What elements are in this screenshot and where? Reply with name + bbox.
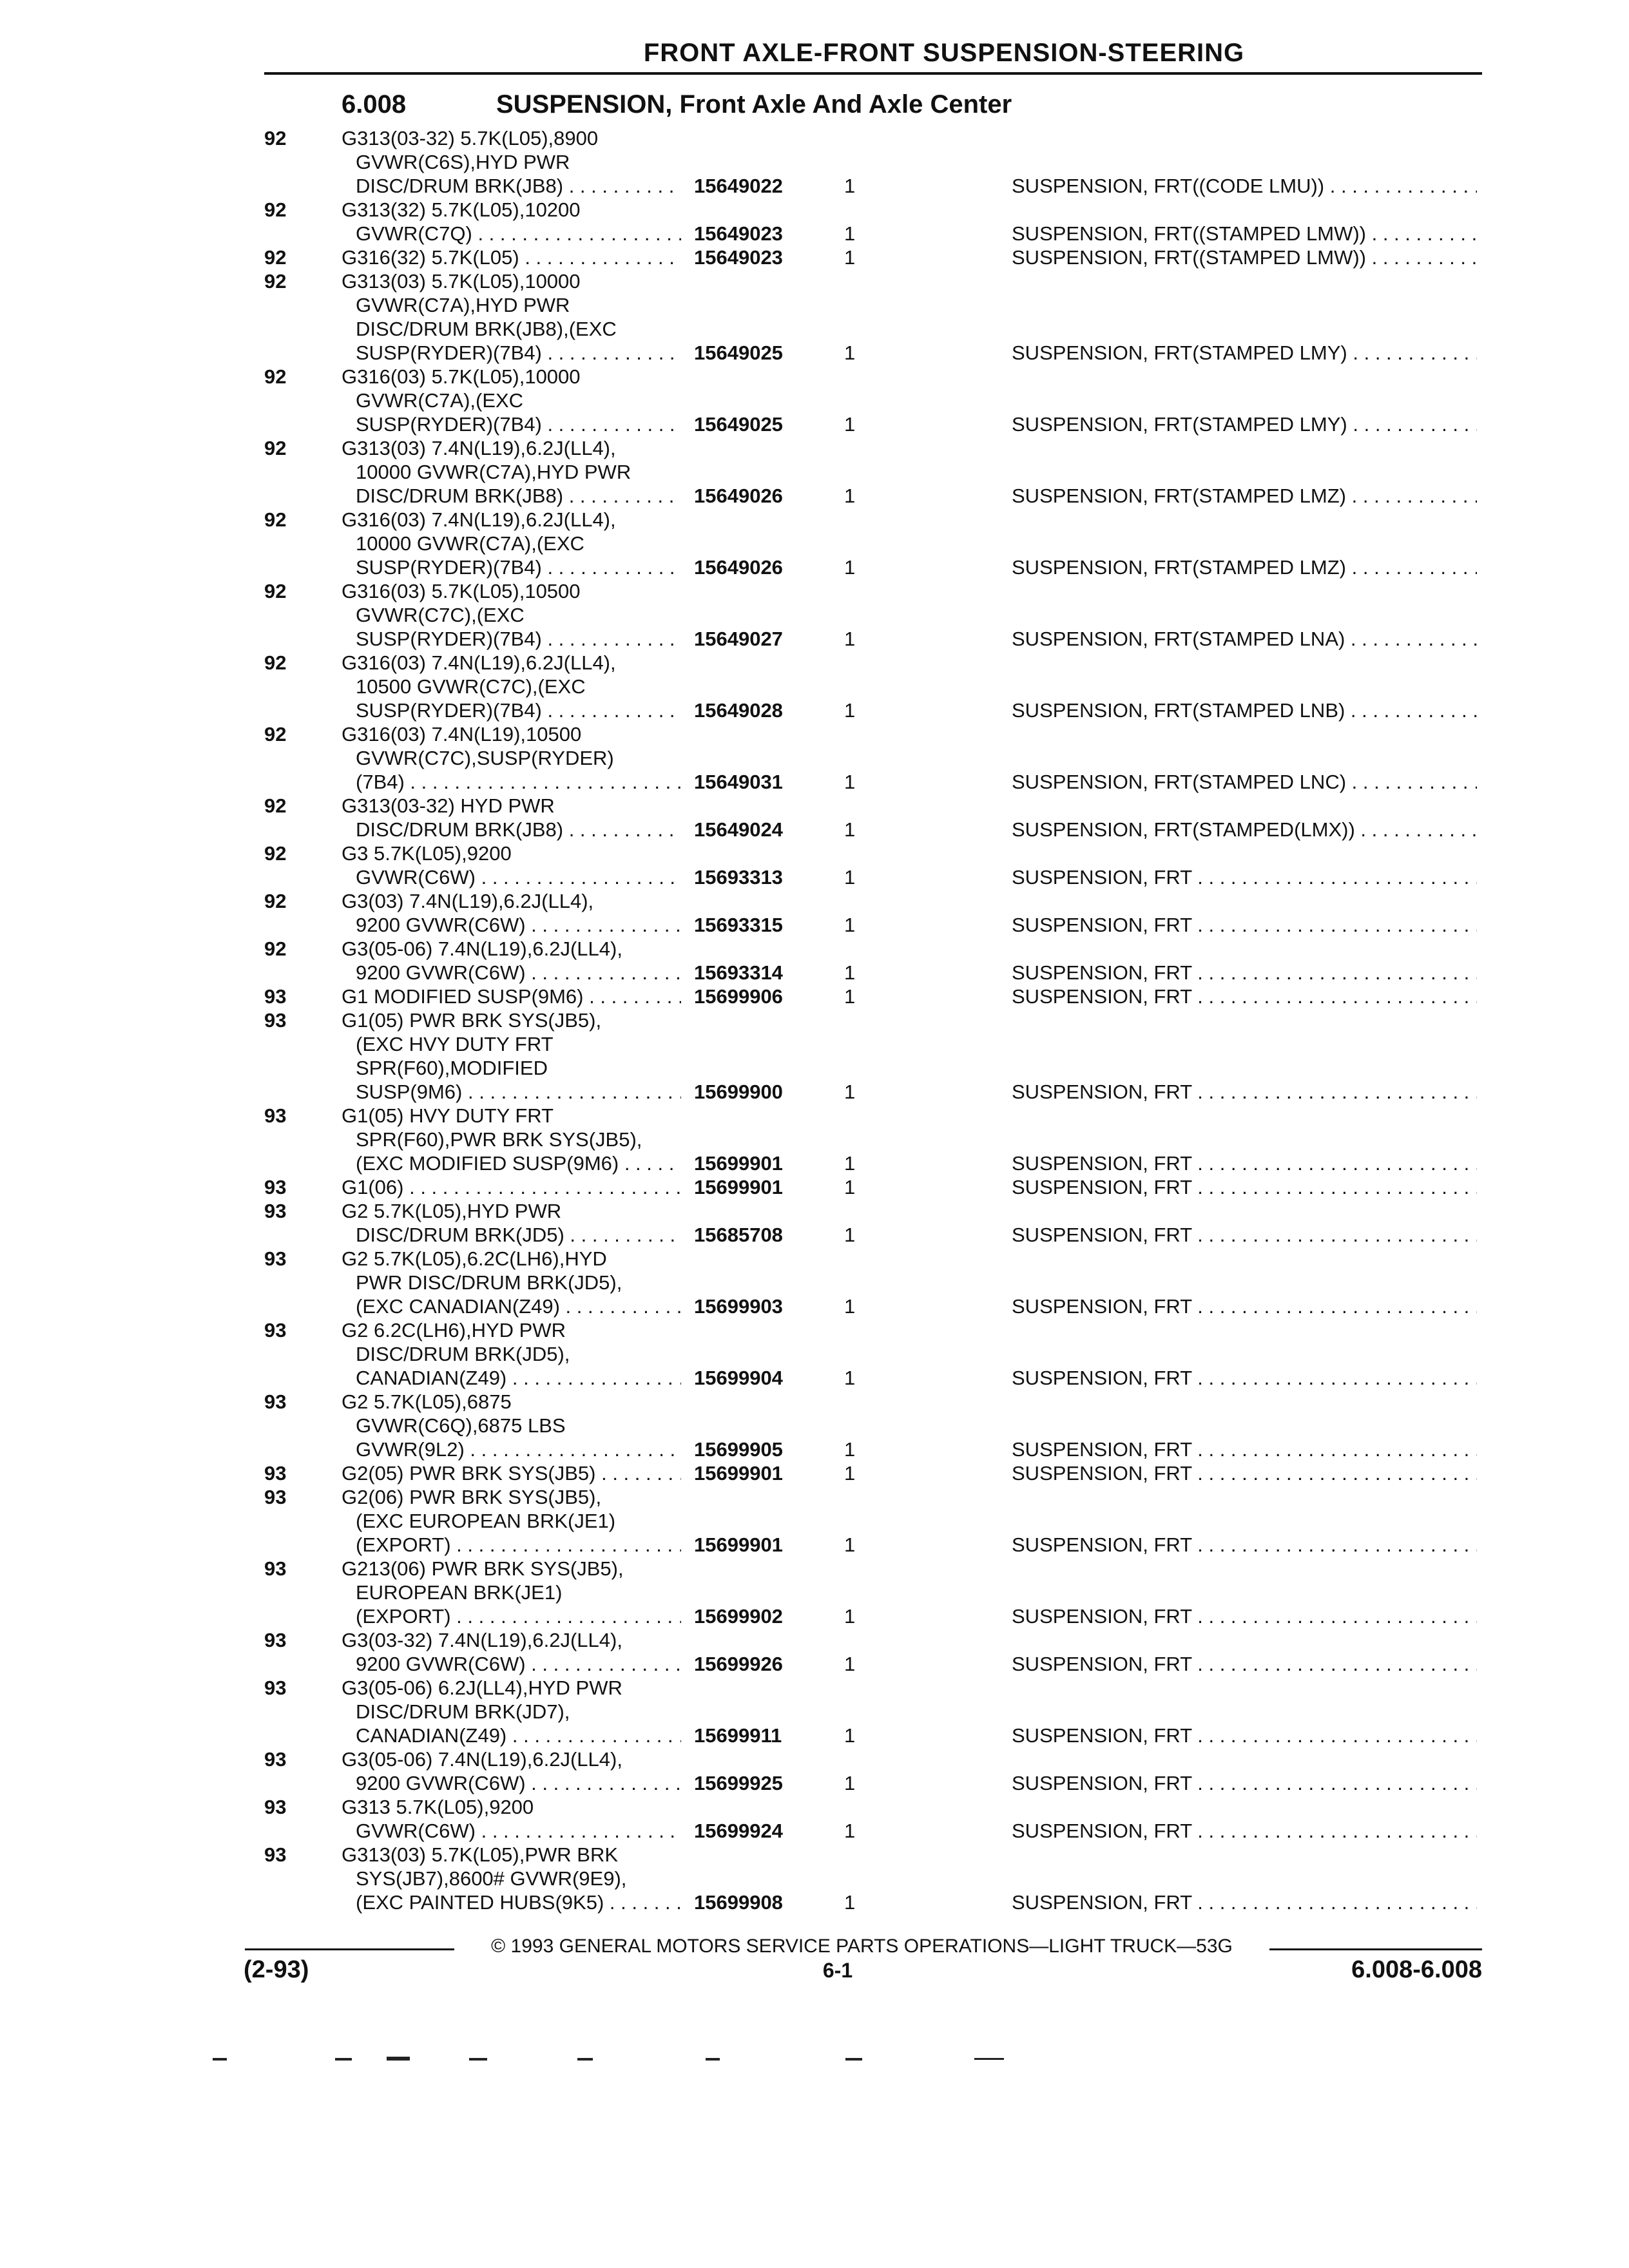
usage-description: (EXC PAINTED HUBS(9K5) . . .: [356, 1890, 681, 1914]
illustration-number: 93: [264, 1200, 287, 1222]
usage-description: SUSP(RYDER)(7B4) . . .: [356, 412, 681, 436]
part-description: SUSPENSION, FRT(STAMPED LNA) . . .: [1012, 627, 1477, 651]
usage-description: GVWR(C6S),HYD PWR: [356, 151, 570, 173]
usage-description: G316(03) 7.4N(L19),6.2J(LL4),: [342, 651, 616, 674]
usage-description: DISC/DRUM BRK(JB8),(EXC: [356, 318, 617, 340]
table-row: [0, 937, 1629, 961]
illustration-number: 92: [264, 437, 287, 459]
table-row: [0, 365, 1629, 389]
footer-rule-right: [1269, 1948, 1482, 1950]
part-description: SUSPENSION, FRT . . .: [1012, 1461, 1477, 1485]
section-heading: [342, 90, 1012, 119]
part-description: SUSPENSION, FRT . . .: [1012, 1652, 1477, 1676]
illustration-number: 93: [264, 1796, 287, 1818]
quantity: 1: [844, 1820, 856, 1842]
usage-description: G213(06) PWR BRK SYS(JB5),: [342, 1557, 624, 1580]
usage-description: GVWR(C6Q),6875 LBS: [356, 1414, 566, 1437]
part-number: 15699908: [694, 1891, 783, 1914]
part-number: 15699904: [694, 1367, 783, 1389]
usage-description: GVWR(C6W) . . .: [356, 1819, 681, 1843]
usage-description: 9200 GVWR(C6W) . . .: [356, 1771, 681, 1795]
usage-description: 9200 GVWR(C6W) . . .: [356, 961, 681, 985]
usage-description: DISC/DRUM BRK(JB8) . . .: [356, 484, 681, 508]
part-description: SUSPENSION, FRT . . .: [1012, 1223, 1477, 1247]
illustration-number: 93: [264, 985, 287, 1008]
usage-description: (EXPORT) . . .: [356, 1604, 681, 1628]
part-number: 15693313: [694, 866, 783, 889]
usage-description: G3(03-32) 7.4N(L19),6.2J(LL4),: [342, 1629, 622, 1651]
table-row: [0, 1080, 1629, 1104]
table-row: [0, 1700, 1629, 1724]
illustration-number: 93: [264, 1104, 287, 1127]
part-number: 15699902: [694, 1605, 783, 1628]
table-row: [0, 1128, 1629, 1151]
table-row: [0, 1366, 1629, 1390]
part-description: SUSPENSION, FRT . . .: [1012, 1604, 1477, 1628]
usage-description: 10500 GVWR(C7C),(EXC: [356, 675, 586, 698]
scan-mark: [469, 2058, 487, 2061]
quantity: 1: [844, 175, 856, 197]
table-row: [0, 1414, 1629, 1437]
table-row: [0, 579, 1629, 603]
quantity: 1: [844, 771, 856, 793]
table-row: [0, 1056, 1629, 1080]
quantity: 1: [844, 485, 856, 507]
table-row: [0, 222, 1629, 245]
table-row: [0, 293, 1629, 317]
part-number: 15699901: [694, 1462, 783, 1485]
table-row: [0, 841, 1629, 865]
quantity: 1: [844, 1724, 856, 1747]
illustration-number: 92: [264, 365, 287, 388]
part-description: SUSPENSION, FRT . . .: [1012, 1175, 1477, 1199]
part-description: SUSPENSION, FRT(STAMPED LMZ) . . .: [1012, 555, 1477, 579]
part-description: SUSPENSION, FRT(STAMPED LMY) . . .: [1012, 341, 1477, 365]
illustration-number: 92: [264, 246, 287, 269]
quantity: 1: [844, 341, 856, 364]
usage-description: (7B4) . . .: [356, 770, 681, 794]
illustration-number: 93: [264, 1319, 287, 1341]
table-row: [0, 1151, 1629, 1175]
illustration-number: 93: [264, 1629, 287, 1651]
scan-mark: [387, 2057, 410, 2061]
part-description: SUSPENSION, FRT(STAMPED LNB) . . .: [1012, 698, 1477, 722]
table-row: [0, 1271, 1629, 1294]
usage-description: SUSP(9M6) . . .: [356, 1080, 681, 1104]
usage-description: G2 5.7K(L05),HYD PWR: [342, 1200, 562, 1222]
illustration-number: 93: [264, 1557, 287, 1580]
quantity: 1: [844, 413, 856, 436]
quantity: 1: [844, 1152, 856, 1175]
part-number: 15685708: [694, 1224, 783, 1246]
usage-description: G313(03-32) 5.7K(L05),8900: [342, 127, 599, 149]
part-description: SUSPENSION, FRT . . .: [1012, 865, 1477, 889]
table-row: [0, 1533, 1629, 1557]
usage-description: G316(32) 5.7K(L05) . . .: [342, 245, 681, 269]
table-row: [0, 198, 1629, 222]
illustration-number: 93: [264, 1390, 287, 1413]
table-row: [0, 1461, 1629, 1485]
scan-mark: [213, 2058, 227, 2061]
usage-description: GVWR(9L2) . . .: [356, 1437, 681, 1461]
illustration-number: 93: [264, 1677, 287, 1699]
part-description: SUSPENSION, FRT . . .: [1012, 1437, 1477, 1461]
illustration-number: 93: [264, 1843, 287, 1866]
scan-mark: [577, 2058, 593, 2061]
footer-page-number: 6-1: [822, 1959, 853, 1982]
table-row: [0, 245, 1629, 269]
usage-description: G3 5.7K(L05),9200: [342, 842, 512, 865]
quantity: 1: [844, 914, 856, 936]
usage-description: G313 5.7K(L05),9200: [342, 1796, 534, 1818]
quantity: 1: [844, 222, 856, 245]
page-title: FRONT AXLE-FRONT SUSPENSION-STEERING: [643, 39, 1245, 67]
usage-description: EUROPEAN BRK(JE1): [356, 1581, 563, 1604]
table-row: [0, 794, 1629, 818]
quantity: 1: [844, 1462, 856, 1485]
table-row: [0, 1795, 1629, 1819]
quantity: 1: [844, 246, 856, 269]
table-row: [0, 913, 1629, 937]
illustration-number: 92: [264, 723, 287, 745]
illustration-number: 92: [264, 651, 287, 674]
part-number: 15649022: [694, 175, 783, 197]
part-number: 15649026: [694, 556, 783, 579]
table-row: [0, 1104, 1629, 1128]
table-row: [0, 1342, 1629, 1366]
illustration-number: 92: [264, 198, 287, 221]
table-row: [0, 436, 1629, 460]
quantity: 1: [844, 866, 856, 889]
table-row: [0, 555, 1629, 579]
section-number: 6.008: [342, 90, 407, 119]
usage-description: G3(05-06) 6.2J(LL4),HYD PWR: [342, 1677, 622, 1699]
table-row: [0, 603, 1629, 627]
table-row: [0, 150, 1629, 174]
table-row: [0, 865, 1629, 889]
usage-description: G316(03) 7.4N(L19),10500: [342, 723, 582, 745]
illustration-number: 92: [264, 270, 287, 293]
table-row: [0, 317, 1629, 341]
table-row: [0, 1294, 1629, 1318]
table-row: [0, 484, 1629, 508]
usage-description: G3(05-06) 7.4N(L19),6.2J(LL4),: [342, 1748, 622, 1771]
table-row: [0, 1223, 1629, 1247]
usage-description: CANADIAN(Z49) . . .: [356, 1366, 681, 1390]
table-row: [0, 1628, 1629, 1652]
usage-description: G316(03) 5.7K(L05),10500: [342, 580, 581, 602]
part-description: SUSPENSION, FRT(STAMPED LNC) . . .: [1012, 770, 1477, 794]
usage-description: G2 6.2C(LH6),HYD PWR: [342, 1319, 566, 1341]
part-number: 15699901: [694, 1152, 783, 1175]
quantity: 1: [844, 1891, 856, 1914]
usage-description: G2(05) PWR BRK SYS(JB5) . . .: [342, 1461, 681, 1485]
table-row: [0, 985, 1629, 1008]
part-number: 15699924: [694, 1820, 783, 1842]
usage-description: G2 5.7K(L05),6875: [342, 1390, 512, 1413]
table-row: [0, 508, 1629, 532]
footer-copyright: © 1993 GENERAL MOTORS SERVICE PARTS OPERATIONS—LIGHT TRUCK—53G: [491, 1936, 1233, 1957]
usage-description: G1 MODIFIED SUSP(9M6) . . .: [342, 985, 681, 1008]
usage-description: SPR(F60),MODIFIED: [356, 1057, 548, 1079]
table-row: [0, 627, 1629, 651]
quantity: 1: [844, 985, 856, 1008]
part-description: SUSPENSION, FRT(STAMPED LMZ) . . .: [1012, 484, 1477, 508]
quantity: 1: [844, 628, 856, 650]
part-number: 15693314: [694, 961, 783, 984]
title-rule: [264, 72, 1482, 75]
table-row: [0, 412, 1629, 436]
part-description: SUSPENSION, FRT . . .: [1012, 1533, 1477, 1557]
part-number: 15649024: [694, 818, 783, 841]
part-number: 15649025: [694, 341, 783, 364]
illustration-number: 92: [264, 890, 287, 912]
table-row: [0, 722, 1629, 746]
usage-description: G1(05) PWR BRK SYS(JB5),: [342, 1009, 602, 1032]
part-description: SUSPENSION, FRT((CODE LMU)) . . .: [1012, 174, 1477, 198]
table-row: [0, 1175, 1629, 1199]
table-row: [0, 675, 1629, 698]
table-row: [0, 1724, 1629, 1747]
usage-description: (EXC HVY DUTY FRT: [356, 1033, 554, 1055]
usage-description: DISC/DRUM BRK(JB8) . . .: [356, 818, 681, 841]
usage-description: DISC/DRUM BRK(JD7),: [356, 1700, 570, 1723]
table-row: [0, 341, 1629, 365]
part-description: SUSPENSION, FRT . . .: [1012, 1890, 1477, 1914]
usage-description: SUSP(RYDER)(7B4) . . .: [356, 555, 681, 579]
quantity: 1: [844, 1224, 856, 1246]
table-row: [0, 1581, 1629, 1604]
usage-description: SUSP(RYDER)(7B4) . . .: [356, 341, 681, 365]
usage-description: G1(06) . . .: [342, 1175, 681, 1199]
part-number: 15699901: [694, 1176, 783, 1198]
usage-description: SYS(JB7),8600# GVWR(9E9),: [356, 1867, 627, 1890]
part-number: 15699900: [694, 1081, 783, 1103]
scan-mark: [335, 2058, 352, 2061]
usage-description: 10000 GVWR(C7A),(EXC: [356, 532, 584, 555]
table-row: [0, 818, 1629, 841]
usage-description: G316(03) 5.7K(L05),10000: [342, 365, 581, 388]
part-description: SUSPENSION, FRT(STAMPED(LMX)) . . .: [1012, 818, 1477, 841]
part-description: SUSPENSION, FRT . . .: [1012, 913, 1477, 937]
table-row: [0, 460, 1629, 484]
table-row: [0, 126, 1629, 150]
usage-description: DISC/DRUM BRK(JD5),: [356, 1343, 570, 1365]
table-row: [0, 532, 1629, 555]
table-row: [0, 1652, 1629, 1676]
usage-description: (EXC CANADIAN(Z49) . . .: [356, 1294, 681, 1318]
part-description: SUSPENSION, FRT . . .: [1012, 1819, 1477, 1843]
part-number: 15699906: [694, 985, 783, 1008]
table-row: [0, 1199, 1629, 1223]
scan-mark: [706, 2058, 720, 2061]
illustration-number: 93: [264, 1748, 287, 1771]
part-number: 15693315: [694, 914, 783, 936]
part-description: SUSPENSION, FRT . . .: [1012, 1724, 1477, 1747]
part-description: SUSPENSION, FRT(STAMPED LMY) . . .: [1012, 412, 1477, 436]
usage-description: G313(03) 5.7K(L05),10000: [342, 270, 581, 293]
footer-rule-left: [245, 1948, 454, 1950]
part-description: SUSPENSION, FRT . . .: [1012, 985, 1477, 1008]
usage-description: G313(03) 5.7K(L05),PWR BRK: [342, 1843, 619, 1866]
part-description: SUSPENSION, FRT . . .: [1012, 1366, 1477, 1390]
illustration-number: 93: [264, 1247, 287, 1270]
quantity: 1: [844, 1772, 856, 1794]
usage-description: G2(06) PWR BRK SYS(JB5),: [342, 1486, 602, 1508]
part-description: SUSPENSION, FRT((STAMPED LMW)) . . .: [1012, 245, 1477, 269]
part-number: 15699911: [694, 1724, 782, 1747]
usage-description: G316(03) 7.4N(L19),6.2J(LL4),: [342, 508, 616, 531]
quantity: 1: [844, 1081, 856, 1103]
quantity: 1: [844, 699, 856, 722]
usage-description: G313(03-32) HYD PWR: [342, 794, 555, 817]
illustration-number: 93: [264, 1486, 287, 1508]
quantity: 1: [844, 1367, 856, 1389]
scan-mark: [845, 2058, 862, 2061]
table-row: [0, 1437, 1629, 1461]
illustration-number: 92: [264, 937, 287, 960]
table-row: [0, 770, 1629, 794]
usage-description: GVWR(C6W) . . .: [356, 865, 681, 889]
table-row: [0, 1604, 1629, 1628]
part-description: SUSPENSION, FRT . . .: [1012, 1080, 1477, 1104]
table-row: [0, 1747, 1629, 1771]
part-number: 15699905: [694, 1438, 783, 1461]
part-number: 15699926: [694, 1653, 783, 1675]
parts-list: [0, 126, 1629, 1914]
usage-description: SUSP(RYDER)(7B4) . . .: [356, 627, 681, 651]
quantity: 1: [844, 1533, 856, 1556]
usage-description: GVWR(C7A),HYD PWR: [356, 294, 570, 316]
usage-description: 9200 GVWR(C6W) . . .: [356, 913, 681, 937]
usage-description: SUSP(RYDER)(7B4) . . .: [356, 698, 681, 722]
illustration-number: 92: [264, 508, 287, 531]
table-row: [0, 1843, 1629, 1867]
table-row: [0, 1509, 1629, 1533]
part-number: 15699903: [694, 1295, 783, 1318]
part-number: 15699901: [694, 1533, 783, 1556]
table-row: [0, 1008, 1629, 1032]
table-row: [0, 1867, 1629, 1890]
part-number: 15649031: [694, 771, 783, 793]
usage-description: (EXC EUROPEAN BRK(JE1): [356, 1510, 616, 1532]
table-row: [0, 1819, 1629, 1843]
table-row: [0, 698, 1629, 722]
illustration-number: 92: [264, 842, 287, 865]
usage-description: SPR(F60),PWR BRK SYS(JB5),: [356, 1128, 642, 1151]
illustration-number: 93: [264, 1009, 287, 1032]
illustration-number: 92: [264, 580, 287, 602]
part-number: 15649025: [694, 413, 783, 436]
usage-description: G2 5.7K(L05),6.2C(LH6),HYD: [342, 1247, 607, 1270]
illustration-number: 93: [264, 1462, 287, 1485]
usage-description: GVWR(C7A),(EXC: [356, 389, 524, 412]
part-description: SUSPENSION, FRT((STAMPED LMW)) . . .: [1012, 222, 1477, 245]
part-number: 15649023: [694, 222, 783, 245]
quantity: 1: [844, 818, 856, 841]
part-number: 15699925: [694, 1772, 783, 1794]
usage-description: G313(32) 5.7K(L05),10200: [342, 198, 581, 221]
part-number: 15649028: [694, 699, 783, 722]
quantity: 1: [844, 961, 856, 984]
part-description: SUSPENSION, FRT . . .: [1012, 1771, 1477, 1795]
part-number: 15649026: [694, 485, 783, 507]
table-row: [0, 961, 1629, 985]
table-row: [0, 651, 1629, 675]
table-row: [0, 269, 1629, 293]
usage-description: GVWR(C7C),(EXC: [356, 604, 525, 626]
illustration-number: 92: [264, 127, 287, 149]
table-row: [0, 1557, 1629, 1581]
footer-date-code: (2-93): [244, 1956, 309, 1983]
table-row: [0, 1390, 1629, 1414]
table-row: [0, 1771, 1629, 1795]
usage-description: G313(03) 7.4N(L19),6.2J(LL4),: [342, 437, 616, 459]
usage-description: G1(05) HVY DUTY FRT: [342, 1104, 554, 1127]
table-row: [0, 1247, 1629, 1271]
table-row: [0, 889, 1629, 913]
scan-mark: [974, 2058, 1004, 2060]
usage-description: (EXPORT) . . .: [356, 1533, 681, 1557]
usage-description: G3(05-06) 7.4N(L19),6.2J(LL4),: [342, 937, 622, 960]
usage-description: 10000 GVWR(C7A),HYD PWR: [356, 461, 631, 483]
usage-description: GVWR(C7C),SUSP(RYDER): [356, 747, 614, 769]
table-row: [0, 1318, 1629, 1342]
quantity: 1: [844, 1295, 856, 1318]
part-description: SUSPENSION, FRT . . .: [1012, 1294, 1477, 1318]
section-title: SUSPENSION, Front Axle And Axle Center: [496, 90, 1012, 119]
table-row: [0, 389, 1629, 412]
illustration-number: 92: [264, 794, 287, 817]
table-row: [0, 1485, 1629, 1509]
quantity: 1: [844, 1605, 856, 1628]
table-row: [0, 174, 1629, 198]
quantity: 1: [844, 1438, 856, 1461]
part-description: SUSPENSION, FRT . . .: [1012, 961, 1477, 985]
usage-description: CANADIAN(Z49) . . .: [356, 1724, 681, 1747]
usage-description: DISC/DRUM BRK(JB8) . . .: [356, 174, 681, 198]
usage-description: (EXC MODIFIED SUSP(9M6) . . .: [356, 1151, 681, 1175]
table-row: [0, 1032, 1629, 1056]
part-number: 15649023: [694, 246, 783, 269]
usage-description: PWR DISC/DRUM BRK(JD5),: [356, 1271, 622, 1294]
usage-description: G3(03) 7.4N(L19),6.2J(LL4),: [342, 890, 594, 912]
table-row: [0, 1890, 1629, 1914]
usage-description: DISC/DRUM BRK(JD5) . . .: [356, 1223, 681, 1247]
quantity: 1: [844, 1653, 856, 1675]
table-row: [0, 746, 1629, 770]
part-description: SUSPENSION, FRT . . .: [1012, 1151, 1477, 1175]
illustration-number: 93: [264, 1176, 287, 1198]
usage-description: 9200 GVWR(C6W) . . .: [356, 1652, 681, 1676]
quantity: 1: [844, 1176, 856, 1198]
usage-description: GVWR(C7Q) . . .: [356, 222, 681, 245]
table-row: [0, 1676, 1629, 1700]
part-number: 15649027: [694, 628, 783, 650]
quantity: 1: [844, 556, 856, 579]
footer-section-range: 6.008-6.008: [1351, 1956, 1482, 1983]
